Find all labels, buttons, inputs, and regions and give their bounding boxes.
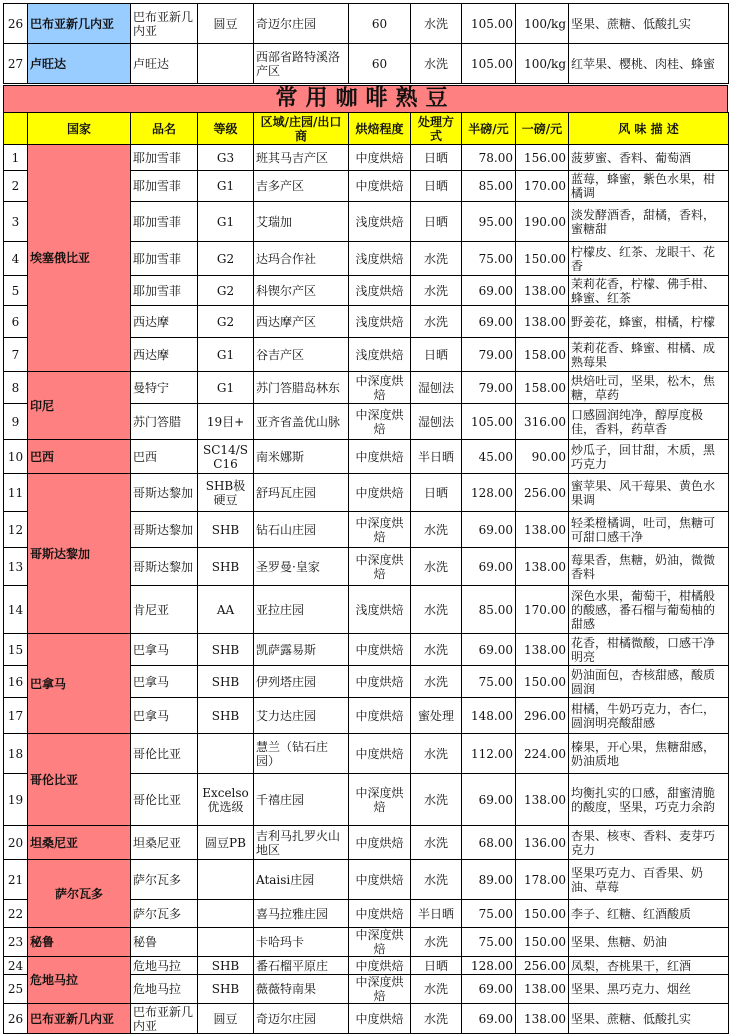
product-name: 萨尔瓦多 [131,900,198,928]
header-name: 品名 [131,113,198,145]
grade: 19目+ [198,404,254,440]
row-number: 5 [4,276,28,306]
half-pound-price: 105.00 [462,404,516,440]
one-pound-price: 150.00 [516,666,569,698]
process: 半日晒 [411,900,462,928]
grade: SHB极硬豆 [198,474,254,512]
grade: G2 [198,242,254,276]
flavor: 花香，柑橘微酸，口感干净明亮 [569,634,729,666]
grade: Excelso优选级 [198,774,254,826]
flavor: 炒瓜子，回甘甜，木质，黑巧克力 [569,440,729,474]
roast-level: 浅度烘焙 [349,338,411,372]
process: 日晒 [411,145,462,171]
roast-level: 浅度烘焙 [349,586,411,634]
header-row [4,113,729,145]
grade: SHB [198,548,254,586]
product-name: 巴布亚新几内亚 [131,4,198,44]
roast-level: 中度烘焙 [349,145,411,171]
flavor: 口感圆润纯净，醇厚度极佳，香料，药草香 [569,404,729,440]
product-name: 萨尔瓦多 [131,860,198,900]
roast-level: 浅度烘焙 [349,306,411,338]
row-number: 12 [4,512,28,548]
header-region: 区域/庄园/出口商 [254,113,349,145]
process: 日晒 [411,338,462,372]
product-name: 哥伦比亚 [131,774,198,826]
half-pound-price: 128.00 [462,957,516,975]
product-name: 苏门答腊 [131,404,198,440]
flavor: 淡发酵酒香，甜橘，香料，蜜糖甜 [569,202,729,242]
one-pound-price: 150.00 [516,242,569,276]
region: Ataisi庄园 [254,860,349,900]
grade [198,860,254,900]
header-half: 半磅/元 [462,113,516,145]
product-name: 巴西 [131,440,198,474]
product-name: 巴拿马 [131,666,198,698]
grade: 圆豆 [198,4,254,44]
flavor: 野姜花，蜂蜜，柑橘，柠檬 [569,306,729,338]
process: 日晒 [411,957,462,975]
flavor: 坚果、蔗糖、低酸扎实 [569,1004,729,1034]
roast-level: 中深度烘焙 [349,372,411,404]
roast-level: 浅度烘焙 [349,276,411,306]
flavor: 坚果、蔗糖、低酸扎实 [569,4,729,44]
row-number: 22 [4,900,28,928]
row-number: 17 [4,698,28,734]
one-pound-price: 138.00 [516,512,569,548]
product-name: 危地马拉 [131,957,198,975]
grade [198,44,254,84]
half-pound-price: 45.00 [462,440,516,474]
roast-level: 中深度烘焙 [349,404,411,440]
table-row [4,928,729,957]
one-pound-price: 158.00 [516,338,569,372]
grade [198,900,254,928]
roast-level: 中度烘焙 [349,957,411,975]
country-cell: 巴布亚新几内亚 [28,4,131,44]
process: 水洗 [411,4,462,44]
product-name: 哥斯达黎加 [131,512,198,548]
flavor: 菠萝蜜、香料、葡萄酒 [569,145,729,171]
half-pound-price: 69.00 [462,548,516,586]
country-cell: 哥伦比亚 [28,734,131,826]
country-cell: 埃塞俄比亚 [28,145,131,372]
grade: SHB [198,975,254,1004]
grade: SHB [198,957,254,975]
roast-level: 中深度烘焙 [349,928,411,957]
roast-level: 中深度烘焙 [349,548,411,586]
row-number: 11 [4,474,28,512]
process: 水洗 [411,734,462,774]
product-name: 耶加雪菲 [131,145,198,171]
table-row [4,826,729,860]
roast-level: 60 [349,44,411,84]
roast-level: 中度烘焙 [349,171,411,202]
half-pound-price: 105.00 [462,44,516,84]
flavor: 蓝莓，蜂蜜，紫色水果，柑橘调 [569,171,729,202]
region: 千禧庄园 [254,774,349,826]
product-name: 坦桑尼亚 [131,826,198,860]
half-pound-price: 75.00 [462,928,516,957]
section-title: 常用咖啡熟豆 [3,85,728,113]
half-pound-price: 89.00 [462,860,516,900]
roast-level: 中度烘焙 [349,440,411,474]
flavor: 红苹果、樱桃、肉桂、蜂蜜 [569,44,729,84]
grade: G1 [198,202,254,242]
row-number: 14 [4,586,28,634]
product-name: 西达摩 [131,306,198,338]
region: 薇薇特南果 [254,975,349,1004]
roast-level: 中度烘焙 [349,634,411,666]
row-number: 7 [4,338,28,372]
half-pound-price: 85.00 [462,171,516,202]
row-number: 16 [4,666,28,698]
flavor: 奶油面包，杏核甜感，酸质圆润 [569,666,729,698]
flavor: 李子、红糖、红酒酸质 [569,900,729,928]
product-name: 耶加雪菲 [131,242,198,276]
one-pound-price: 138.00 [516,276,569,306]
region: 番石榴平原庄 [254,957,349,975]
row-number: 15 [4,634,28,666]
flavor: 榛果，开心果，焦糖甜感，奶油质地 [569,734,729,774]
product-name: 巴拿马 [131,698,198,734]
region: 达玛合作社 [254,242,349,276]
region: 喜马拉雅庄园 [254,900,349,928]
table-row [4,44,729,84]
row-number: 24 [4,957,28,975]
one-pound-price: 138.00 [516,975,569,1004]
row-number: 13 [4,548,28,586]
row-number: 1 [4,145,28,171]
row-number: 8 [4,372,28,404]
half-pound-price: 128.00 [462,474,516,512]
region: 谷吉产区 [254,338,349,372]
flavor: 茉莉花香，柠檬、佛手柑、蜂蜜、红茶 [569,276,729,306]
roast-level: 浅度烘焙 [349,202,411,242]
product-name: 巴拿马 [131,634,198,666]
top-table [3,3,729,84]
half-pound-price: 75.00 [462,666,516,698]
roast-level: 中深度烘焙 [349,975,411,1004]
region: 科锲尔产区 [254,276,349,306]
row-number: 2 [4,171,28,202]
row-number: 27 [4,44,28,84]
grade: G1 [198,372,254,404]
product-name: 曼特宁 [131,372,198,404]
country-cell: 巴西 [28,440,131,474]
row-number: 23 [4,928,28,957]
roast-level: 中度烘焙 [349,698,411,734]
table-row [4,4,729,44]
region: 班其马吉产区 [254,145,349,171]
process: 水洗 [411,306,462,338]
product-name: 耶加雪菲 [131,276,198,306]
row-number: 25 [4,975,28,1004]
row-number: 20 [4,826,28,860]
header-roast: 烘焙程度 [349,113,411,145]
product-name: 秘鲁 [131,928,198,957]
process: 水洗 [411,860,462,900]
product-name: 哥斯达黎加 [131,548,198,586]
grade: SHB [198,698,254,734]
one-pound-price: 296.00 [516,698,569,734]
flavor: 杏果、核枣、香料、麦芽巧克力 [569,826,729,860]
process: 水洗 [411,634,462,666]
table-row [4,1004,729,1034]
one-pound-price: 150.00 [516,928,569,957]
flavor: 均衡扎实的口感，甜蜜清脆的酸度，坚果，巧克力余韵 [569,774,729,826]
process: 水洗 [411,44,462,84]
region: 卡哈玛卡 [254,928,349,957]
half-pound-price: 69.00 [462,774,516,826]
half-pound-price: 95.00 [462,202,516,242]
region: 西达摩产区 [254,306,349,338]
one-pound-price: 100/kg [516,44,569,84]
process: 日晒 [411,202,462,242]
one-pound-price: 316.00 [516,404,569,440]
process: 水洗 [411,586,462,634]
roast-level: 浅度烘焙 [349,242,411,276]
flavor: 茉莉花香、蜂蜜、柑橘、成熟莓果 [569,338,729,372]
one-pound-price: 190.00 [516,202,569,242]
process: 水洗 [411,975,462,1004]
table-row [4,440,729,474]
country-cell: 印尼 [28,372,131,440]
header-process: 处理方式 [411,113,462,145]
row-number: 18 [4,734,28,774]
half-pound-price: 68.00 [462,826,516,860]
header-grade: 等级 [198,113,254,145]
half-pound-price: 79.00 [462,338,516,372]
one-pound-price: 138.00 [516,1004,569,1034]
product-name: 危地马拉 [131,975,198,1004]
row-number: 19 [4,774,28,826]
half-pound-price: 69.00 [462,276,516,306]
product-name: 耶加雪菲 [131,202,198,242]
grade: G2 [198,276,254,306]
region: 钻石山庄园 [254,512,349,548]
grade: SHB [198,512,254,548]
roast-level: 中度烘焙 [349,1004,411,1034]
grade: G2 [198,306,254,338]
flavor: 蜜苹果、风干莓果、黄色水果调 [569,474,729,512]
roast-level: 中度烘焙 [349,900,411,928]
roast-level: 中深度烘焙 [349,774,411,826]
row-number: 26 [4,1004,28,1034]
one-pound-price: 156.00 [516,145,569,171]
country-cell: 巴拿马 [28,634,131,734]
table-row [4,734,729,774]
process: 水洗 [411,242,462,276]
region: 艾力达庄园 [254,698,349,734]
region: 亚齐省盖优山脉 [254,404,349,440]
country-cell: 危地马拉 [28,957,131,1004]
table-row [4,372,729,404]
country-cell: 秘鲁 [28,928,131,957]
row-number: 6 [4,306,28,338]
header-country: 国家 [28,113,131,145]
row-number: 4 [4,242,28,276]
process: 蜜处理 [411,698,462,734]
process: 水洗 [411,276,462,306]
flavor: 坚果、黑巧克力、烟丝 [569,975,729,1004]
process: 水洗 [411,666,462,698]
table-row [4,145,729,171]
table-row [4,474,729,512]
half-pound-price: 112.00 [462,734,516,774]
half-pound-price: 69.00 [462,512,516,548]
one-pound-price: 100/kg [516,4,569,44]
flavor: 烘焙吐司，坚果，松木，焦糖，草药 [569,372,729,404]
half-pound-price: 69.00 [462,634,516,666]
one-pound-price: 90.00 [516,440,569,474]
one-pound-price: 158.00 [516,372,569,404]
flavor: 凤梨，杏桃果干，红酒 [569,957,729,975]
coffee-table [3,112,729,1034]
roast-level: 60 [349,4,411,44]
one-pound-price: 138.00 [516,634,569,666]
country-cell: 巴布亚新几内亚 [28,1004,131,1034]
flavor: 深色水果，葡萄干，柑橘般的酸感，番石榴与葡萄柚的甜感 [569,586,729,634]
one-pound-price: 138.00 [516,306,569,338]
process: 水洗 [411,548,462,586]
one-pound-price: 256.00 [516,474,569,512]
half-pound-price: 75.00 [462,242,516,276]
half-pound-price: 75.00 [462,900,516,928]
one-pound-price: 256.00 [516,957,569,975]
grade: G1 [198,171,254,202]
grade: AA [198,586,254,634]
flavor: 柠檬皮、红茶、龙眼干、花香 [569,242,729,276]
grade: SC14/SC16 [198,440,254,474]
region: 凯萨露易斯 [254,634,349,666]
process: 半日晒 [411,440,462,474]
product-name: 耶加雪菲 [131,171,198,202]
half-pound-price: 78.00 [462,145,516,171]
region: 舒玛瓦庄园 [254,474,349,512]
half-pound-price: 148.00 [462,698,516,734]
row-number: 21 [4,860,28,900]
roast-level: 中度烘焙 [349,860,411,900]
process: 湿刨法 [411,404,462,440]
region: 南米娜斯 [254,440,349,474]
process: 水洗 [411,774,462,826]
flavor: 坚果巧克力、百香果、奶油、草莓 [569,860,729,900]
half-pound-price: 69.00 [462,306,516,338]
row-number: 9 [4,404,28,440]
product-name: 哥伦比亚 [131,734,198,774]
row-number: 10 [4,440,28,474]
region: 奇迈尔庄园 [254,4,349,44]
flavor: 莓果香，焦糖，奶油，微微香料 [569,548,729,586]
process: 日晒 [411,474,462,512]
process: 水洗 [411,1004,462,1034]
roast-level: 中深度烘焙 [349,512,411,548]
half-pound-price: 79.00 [462,372,516,404]
flavor: 轻柔橙橘调，吐司，焦糖可可甜口感干净 [569,512,729,548]
one-pound-price: 138.00 [516,774,569,826]
region: 伊列塔庄园 [254,666,349,698]
grade: SHB [198,666,254,698]
one-pound-price: 136.00 [516,826,569,860]
region: 西部省路特溪洛产区 [254,44,349,84]
grade: SHB [198,634,254,666]
region: 苏门答腊岛林东 [254,372,349,404]
grade [198,734,254,774]
country-cell: 卢旺达 [28,44,131,84]
row-number: 3 [4,202,28,242]
flavor: 坚果、焦糖、奶油 [569,928,729,957]
product-name: 哥斯达黎加 [131,474,198,512]
grade: G3 [198,145,254,171]
table-row [4,860,729,900]
product-name: 卢旺达 [131,44,198,84]
process: 水洗 [411,826,462,860]
roast-level: 中度烘焙 [349,666,411,698]
row-number: 26 [4,4,28,44]
region: 吉多产区 [254,171,349,202]
region: 艾瑞加 [254,202,349,242]
process: 湿刨法 [411,372,462,404]
one-pound-price: 150.00 [516,900,569,928]
country-cell: 萨尔瓦多 [28,860,131,928]
grade: G1 [198,338,254,372]
half-pound-price: 69.00 [462,975,516,1004]
grade: 圆豆 [198,1004,254,1034]
one-pound-price: 170.00 [516,171,569,202]
region: 圣罗曼·皇家 [254,548,349,586]
one-pound-price: 138.00 [516,548,569,586]
region: 慧兰（钻石庄园） [254,734,349,774]
region: 亚拉庄园 [254,586,349,634]
roast-level: 中度烘焙 [349,826,411,860]
process: 水洗 [411,928,462,957]
region: 吉利马扎罗火山地区 [254,826,349,860]
table-row [4,634,729,666]
roast-level: 中度烘焙 [349,734,411,774]
half-pound-price: 69.00 [462,1004,516,1034]
grade [198,928,254,957]
half-pound-price: 85.00 [462,586,516,634]
header-no [4,113,28,145]
country-cell: 哥斯达黎加 [28,474,131,634]
header-flavor: 风 味 描 述 [569,113,729,145]
product-name: 巴布亚新几内亚 [131,1004,198,1034]
product-name: 西达摩 [131,338,198,372]
one-pound-price: 170.00 [516,586,569,634]
table-row [4,957,729,975]
region: 奇迈尔庄园 [254,1004,349,1034]
grade: 圆豆PB [198,826,254,860]
header-one: 一磅/元 [516,113,569,145]
country-cell: 坦桑尼亚 [28,826,131,860]
process: 日晒 [411,171,462,202]
one-pound-price: 178.00 [516,860,569,900]
roast-level: 中度烘焙 [349,474,411,512]
one-pound-price: 224.00 [516,734,569,774]
product-name: 肯尼亚 [131,586,198,634]
process: 水洗 [411,512,462,548]
flavor: 柑橘，牛奶巧克力，杏仁，圆润明亮酸甜感 [569,698,729,734]
half-pound-price: 105.00 [462,4,516,44]
